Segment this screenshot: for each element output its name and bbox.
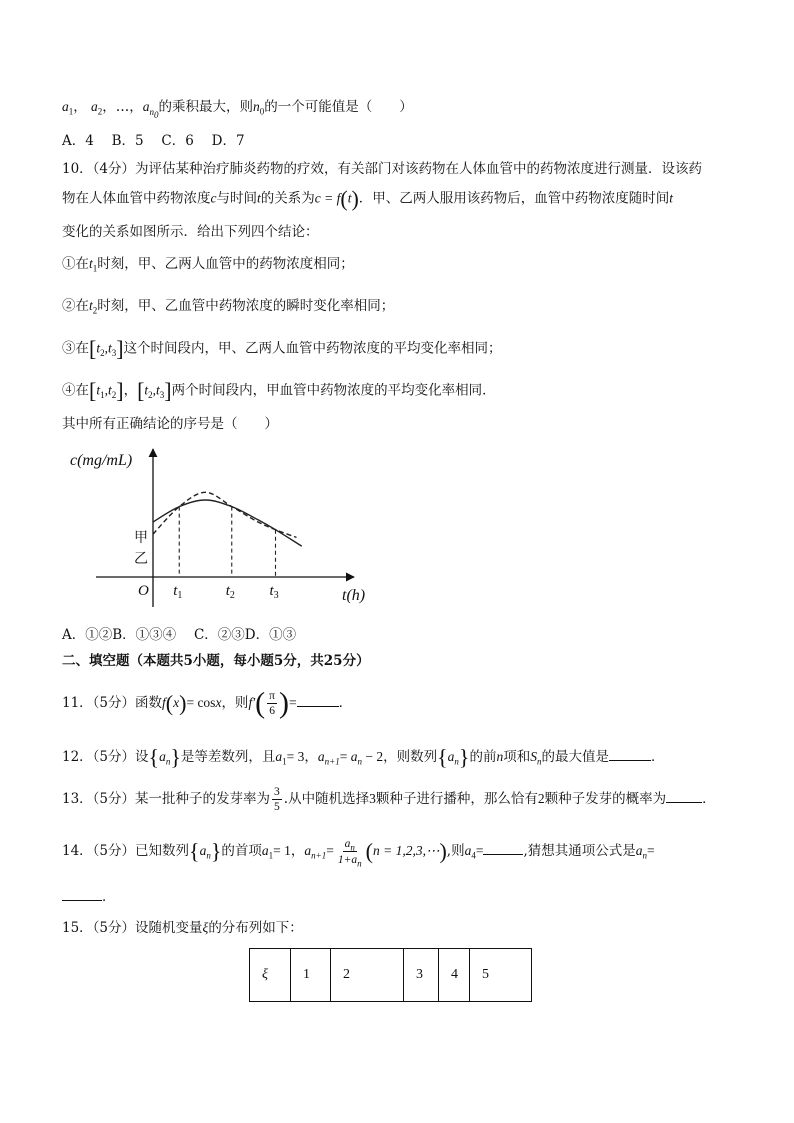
q13: [62, 784, 716, 814]
text: = 1，: [273, 843, 305, 858]
answer-blank[interactable]: [666, 788, 702, 803]
text: = 3，: [286, 749, 318, 764]
frac-den: 6: [269, 705, 275, 717]
curve-label-yi: 乙: [134, 551, 148, 567]
symbol-t: t: [257, 190, 261, 206]
frac-den: 5: [274, 801, 280, 813]
q10-line1: 10．（4分）为评估某种治疗肺炎药物的疗效，有关部门对该药物在人体血管中的药物浓度进行测量．设该药: [62, 161, 703, 177]
text: ④在: [62, 382, 89, 399]
text: 是等差数列，且: [180, 749, 276, 765]
symbol-t: t: [347, 190, 352, 206]
text: =: [288, 695, 297, 710]
symbol-a: a: [275, 749, 283, 764]
text: 12．（5分）设: [62, 749, 149, 765]
frac-num: a: [344, 838, 351, 850]
sub: n: [536, 756, 542, 767]
symbol-a2: a: [91, 99, 98, 114]
sep: ，…，: [102, 99, 143, 115]
section2-heading: 二、填空题（本题共5小题，每小题5分，共25分）: [62, 653, 370, 669]
q10-claim1: ①在$t_1$时刻，甲、乙两人血管中的药物浓度相同；: [62, 256, 354, 274]
text: 13．（5分）某一批种子的发芽率为: [62, 791, 271, 807]
symbol-a: a: [317, 749, 325, 764]
text: 2: [537, 791, 545, 806]
text: 的最大值是: [541, 749, 609, 765]
q11: 11．（5分）函数f(x)= cosx，则f′( $\frac{\pi}{6}$ )= ．: [62, 686, 353, 720]
q10-claim4: ④在$[t_1,t_2]$，$[t_2,t_3]$两个时间段内，甲血管中药物浓度的平均变化率相同．: [62, 378, 496, 403]
text: ，则数列: [383, 749, 438, 765]
symbol-an0: a: [142, 99, 150, 114]
table-cell: 5: [470, 949, 532, 1002]
text: 这个时间段内，甲、乙两人血管中药物浓度的平均变化率相同；: [123, 340, 502, 357]
sub: n: [642, 850, 647, 861]
symbol-x: x: [215, 695, 222, 710]
text: 3: [369, 791, 376, 806]
symbol-a: a: [464, 843, 472, 858]
text: 项和: [503, 749, 531, 765]
text: ，: [123, 382, 138, 399]
series-jia-curve: [153, 500, 302, 546]
text: 两个时间段内，甲血管中药物浓度的平均变化率相同．: [171, 382, 496, 399]
sub: n: [350, 842, 355, 853]
q10-claim3: ③在$[t_2,t_3]$这个时间段内，甲、乙两人血管中药物浓度的平均变化率相同；: [62, 336, 502, 361]
sub-n: n: [149, 106, 155, 117]
frac-num: π: [269, 690, 275, 702]
table-cell: 2: [331, 949, 404, 1002]
symbol-a: a: [447, 749, 455, 764]
symbol-f: f: [162, 695, 166, 710]
pi-over-6: [267, 689, 277, 718]
sub: 1: [268, 850, 274, 861]
recurrence-fraction: [336, 836, 364, 867]
text: 物在人体血管中药物浓度: [62, 190, 211, 207]
sub: n+1: [324, 756, 340, 767]
q14-continuation: [62, 886, 116, 907]
sub-0: 0: [259, 106, 265, 117]
text: ,则: [446, 843, 465, 859]
symbol-S: S: [530, 749, 537, 764]
sub: n: [165, 756, 171, 767]
symbol-c: c: [210, 190, 217, 206]
text: 时刻，甲、乙血管中药物浓度的瞬时变化率相同；: [97, 298, 395, 314]
text: ．甲、乙两人服用该药物后，血管中药物浓度随时间: [358, 190, 670, 207]
symbol-n0: n: [253, 99, 260, 114]
q12: 12．（5分）设$\{a_n\}$是等差数列，且$a_1= 3$，$a_{n+1}= a_n - 2$，则数列$\{a_n\}$的前n项和$S_n$的最大值是 ．: [62, 744, 665, 770]
symbol-a: a: [350, 749, 358, 764]
frac-den: 1+a: [337, 854, 358, 866]
answer-blank-a4[interactable]: [483, 840, 523, 855]
symbol-a: a: [261, 843, 269, 858]
sub: n+1: [311, 850, 327, 861]
text: 时刻，甲、乙两人血管中的药物浓度相同；: [97, 256, 354, 272]
text: 与时间: [216, 190, 257, 207]
symbol-a: a: [199, 843, 207, 858]
q10-claim2: ②在$t_2$时刻，甲、乙血管中药物浓度的瞬时变化率相同；: [62, 298, 395, 316]
formula: c = f: [314, 190, 341, 206]
text: ．: [338, 695, 353, 711]
table-cell: ξ: [250, 949, 291, 1002]
symbol-f-prime: f′: [248, 695, 256, 710]
tick-label-t2: $t_2$: [225, 583, 235, 601]
q10-options: A．①②B．①③④ C．②③D．①③: [62, 627, 297, 643]
q10-ask: 其中所有正确结论的序号是（ ）: [62, 416, 278, 432]
curve-label-jia: 甲: [134, 530, 148, 546]
answer-blank-an[interactable]: [62, 886, 102, 901]
text: 15．（5分）设随机变量: [62, 920, 203, 936]
origin-label: O: [138, 583, 149, 599]
text: =: [339, 749, 351, 764]
text: ．: [102, 889, 116, 905]
text: =: [647, 843, 655, 858]
sep: ，: [73, 99, 87, 115]
symbol-a: a: [159, 749, 166, 764]
text: 的前: [469, 749, 497, 765]
q9-options: A．4 B．5 C．6 D．7: [62, 133, 245, 149]
text: ①在: [62, 256, 89, 272]
sub: 4: [471, 850, 476, 861]
table-cell: 3: [404, 949, 439, 1002]
symbol-xi: ξ: [202, 920, 209, 935]
answer-blank[interactable]: [297, 692, 339, 707]
y-axis-label: c(mg/mL): [70, 452, 133, 469]
sub: n: [357, 756, 362, 767]
text: ②在: [62, 298, 89, 314]
text: 14．（5分）已知数列: [62, 843, 190, 859]
sub: 1: [282, 756, 287, 767]
fraction-3-5: [272, 785, 282, 814]
sub-0: 0: [154, 109, 159, 120]
q9-text: 的乘积最大，则: [158, 99, 254, 115]
answer-blank[interactable]: [609, 746, 651, 761]
sub: n: [454, 756, 459, 767]
symbol-a1: a: [62, 99, 69, 114]
q9-tail-line: [62, 97, 413, 120]
q14: 14．（5分）已知数列$\{a_n\}$的首项$a_1= 1$，$a_{n+1}=$ $\frac{a_n}{1+a_n}$ (n = 1,2,3,⋯),则$a_4=$ ,猜想其通项公式是$a_n=$: [62, 838, 655, 869]
table-row: [250, 949, 532, 1002]
sub: n: [357, 858, 362, 869]
tick-label-t1: $t_1$: [173, 583, 183, 601]
q9-text: 的一个可能值是（ ）: [264, 99, 413, 115]
distribution-table: [249, 948, 532, 1002]
text: 的首项: [221, 843, 262, 859]
table-cell: 1: [291, 949, 331, 1002]
symbol-a: a: [304, 843, 312, 858]
text: 颗种子发芽的概率为: [544, 791, 667, 807]
x-axis-label: t(h): [342, 587, 366, 604]
sub-2: 2: [97, 106, 103, 117]
symbol-a: a: [635, 843, 643, 858]
text: ,猜想其通项公式是: [523, 843, 636, 859]
text: − 2: [361, 749, 384, 764]
text: = cos: [186, 695, 216, 710]
symbol-t: t: [669, 190, 674, 206]
text: .从中随机选择: [283, 791, 370, 807]
frac-num: 3: [274, 786, 280, 798]
text: ，则: [221, 695, 249, 711]
text: ．: [650, 749, 665, 765]
text: 11．（5分）函数: [62, 695, 163, 711]
q15: [62, 918, 303, 938]
sub-1: 1: [68, 106, 74, 117]
sub: n: [206, 850, 211, 861]
q10-line2: 物在人体血管中药物浓度c与时间t的关系为c = f(t)．甲、乙两人服用该药物后，血管中药物浓度随时间t: [62, 186, 674, 211]
text: =: [326, 843, 334, 858]
concentration-chart: [62, 445, 372, 607]
text: =: [475, 843, 484, 858]
symbol-n: n: [496, 749, 504, 764]
q10-line3: 变化的关系如图所示．给出下列四个结论：: [62, 224, 319, 240]
table-cell: 4: [439, 949, 470, 1002]
text: 颗种子进行播种，那么恰有: [375, 791, 538, 807]
index-range: n = 1,2,3,⋯: [372, 843, 440, 858]
text: 的关系为: [260, 190, 315, 207]
text: ．: [702, 791, 716, 807]
tick-label-t3: $t_3$: [269, 583, 279, 601]
symbol-x: x: [173, 695, 180, 710]
text: ③在: [62, 340, 89, 357]
text: 的分布列如下：: [208, 920, 303, 936]
